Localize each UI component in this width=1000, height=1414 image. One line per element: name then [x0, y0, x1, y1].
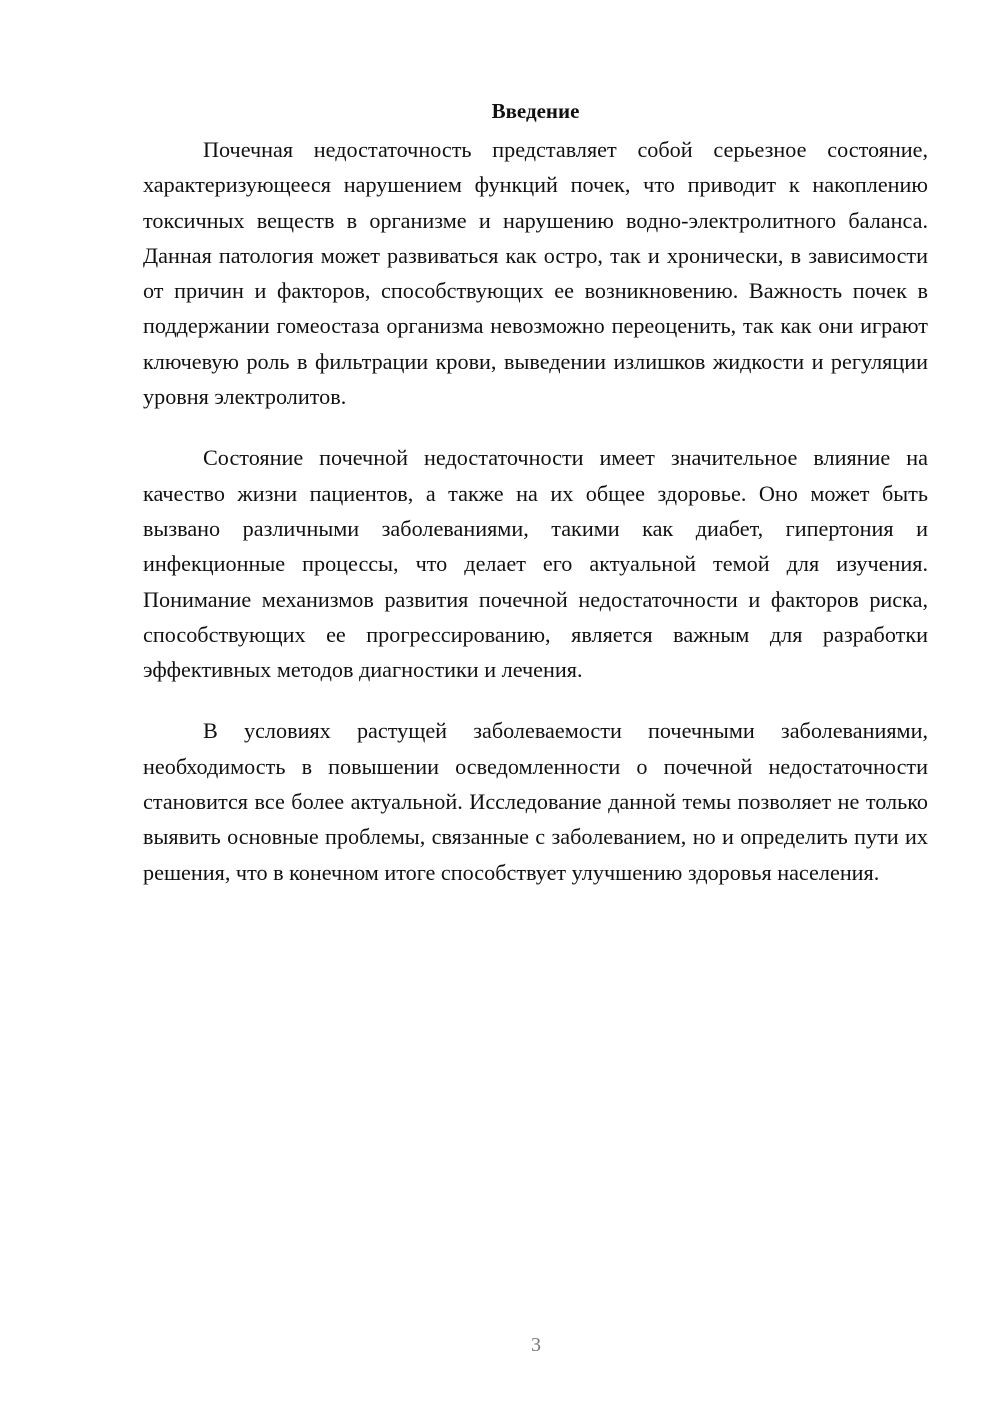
page-content [143, 96, 928, 916]
page-number: 3 [531, 1334, 541, 1356]
paragraph-3: В условиях растущей заболеваемости почечными заболеваниями, необходимость в повышении осведомленности о почечной недостаточности становится все более актуальной. Исследование данной темы позволяет не только выявить основные проблемы, связанные с заболеванием, но и определить пути их решения, что в конечном итоге способствует улучшению здоровья населения. [143, 718, 928, 885]
paragraph-1: Почечная недостаточность представляет собой серьезное состояние, характеризующееся нарушением функций почек, что приводит к накоплению токсичных веществ в организме и нарушению водно-электролитного баланса. Данная патология может развиваться как остро, так и хронически, в зависимости от причин и факторов, способствующих ее возникновению. Важность почек в поддержании гомеостаза организма невозможно переоценить, так как они играют ключевую роль в фильтрации крови, выведении излишков жидкости и регуляции уровня электролитов. [143, 137, 928, 410]
section-heading: Введение [491, 99, 580, 123]
paragraph-2: Состояние почечной недостаточности имеет значительное влияние на качество жизни пациентов, а также на их общее здоровье. Оно может быть вызвано различными заболеваниями, такими как диабет, гипертония и инфекционные процессы, что делает его актуальной темой для изучения. Понимание механизмов развития почечной недостаточности и факторов риска, способствующих ее прогрессированию, является важным для разработки эффективных методов диагностики и лечения. [143, 445, 928, 683]
